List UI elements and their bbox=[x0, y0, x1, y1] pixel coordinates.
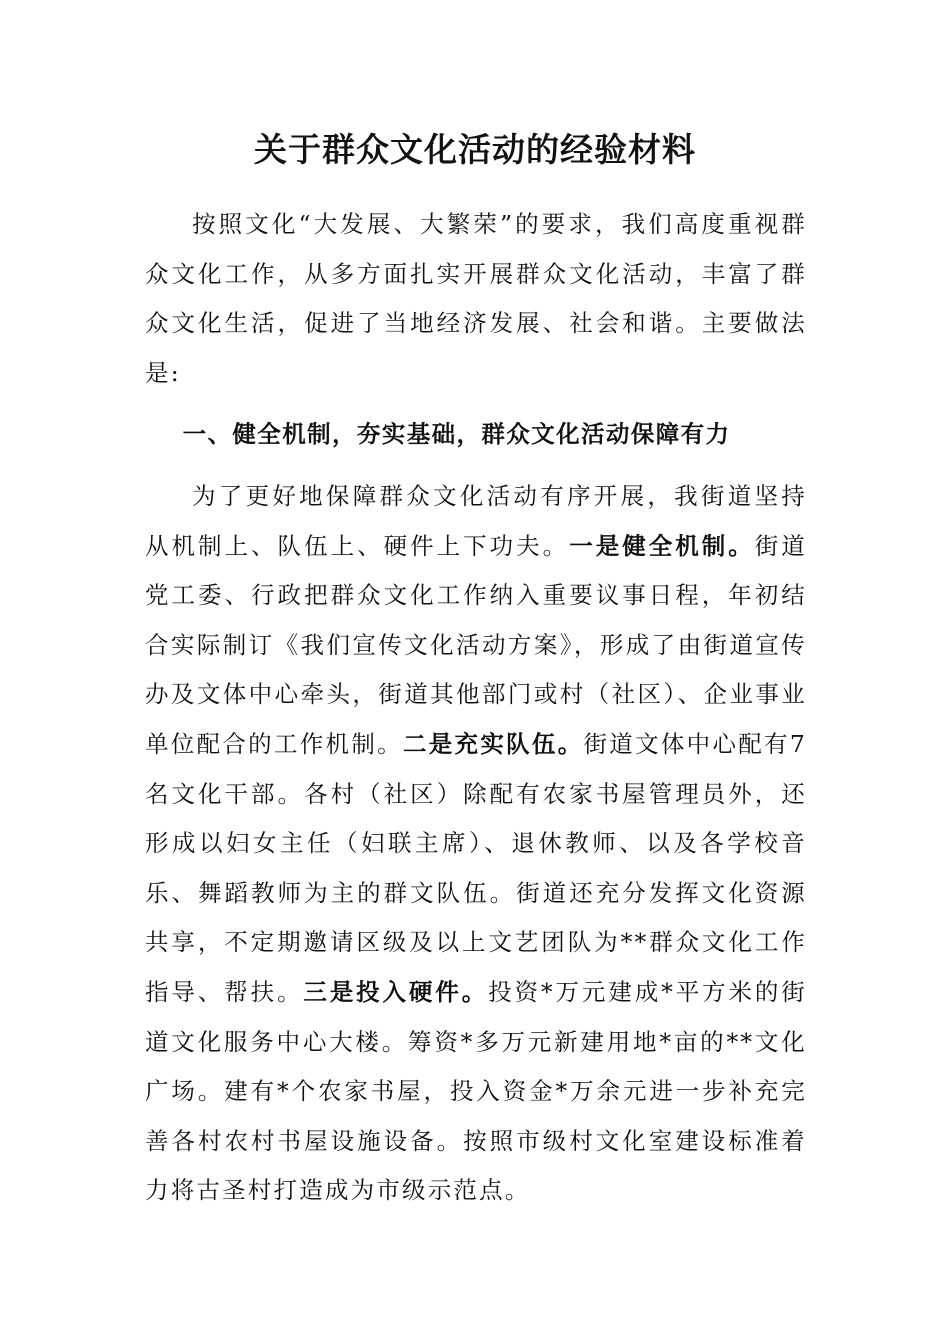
document-title: 关于群众文化活动的经验材料 bbox=[254, 130, 696, 169]
point2-text: 街道文体中心配有7名文化干部。各村（社区）除配有农家书屋管理员外，还形成以妇女主任（妇联主席）、退休教师、以及各学校音乐、舞蹈教师为主的群文队伍。街道还充分发挥文化资源共享，不定期邀请区级及以上文艺团队为**群众文化工作指导、帮扶。 bbox=[145, 729, 807, 1006]
point3-label: 三是投入硬件。 bbox=[303, 977, 489, 1006]
point2-label: 二是充实队伍。 bbox=[402, 729, 584, 758]
intro-paragraph: 按照文化“大发展、大繁荣”的要求，我们高度重视群众文化工作，从多方面扎实开展群众文化活动，丰富了群众文化生活，促进了当地经济发展、社会和谐。主要做法是: bbox=[145, 210, 807, 387]
point3-text: 投资*万元建成*平方米的街道文化服务中心大楼。筹资*多万元新建用地*亩的**文化广场。建有*个农家书屋，投入资金*万余元进一步补充完善各村农村书屋设施设备。按照市级村文化室建设标准着力将古圣村打造成为市级示范点。 bbox=[145, 977, 808, 1205]
section-paragraph bbox=[145, 472, 807, 1216]
section-lead-text: 为了更好地保障群众文化活动有序开展，我街道坚持从机制上、队伍上、硬件上下功夫。 bbox=[145, 482, 807, 560]
section-heading: 一、健全机制，夯实基础，群众文化活动保障有力 bbox=[182, 420, 731, 448]
point1-label: 一是健全机制。 bbox=[569, 531, 755, 560]
point1-text: 街道党工委、行政把群众文化工作纳入重要议事日程，年初结合实际制订《我们宣传文化活动方案》，形成了由街道宣传办及文体中心牵头，街道其他部门或村（社区）、企业事业单位配合的工作机制。 bbox=[145, 531, 808, 758]
